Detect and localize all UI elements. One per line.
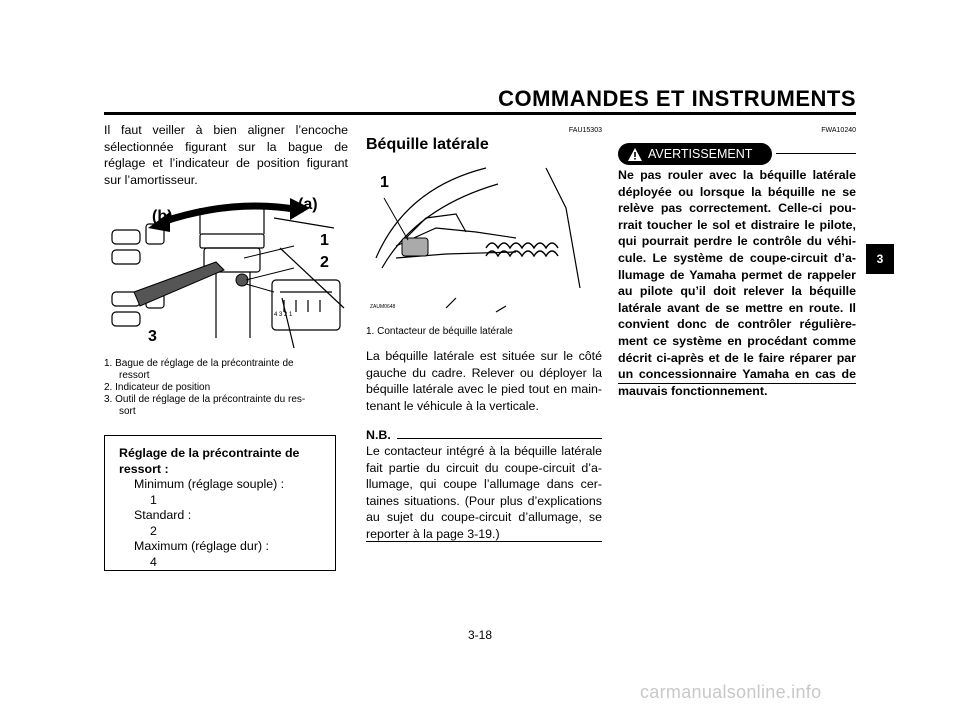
spec-title-cont: ressort :	[119, 461, 169, 476]
spec-std-label: Standard :	[134, 508, 192, 522]
spec-max-label: Maximum (réglage dur) :	[134, 539, 269, 553]
spec-std-value: 2	[150, 523, 157, 538]
sidestand-paragraph: La béquille latérale est située sur le côté gauche du cadre. Relever ou déployer la béquille latérale avec le pied tout en main-tenant le véhicule à la verticale.	[366, 349, 602, 413]
watermark: carmanualsonline.info	[640, 682, 822, 702]
spec-title: Réglage de la précontrainte de	[119, 446, 300, 460]
warning-icon	[628, 148, 642, 161]
intro-paragraph: Il faut veiller à bien aligner l’encoche sélectionnée figurant sur la bague de réglage et l’indicateur de position figurant sur l’amortisseur.	[104, 123, 348, 187]
sidestand-figure	[366, 158, 602, 318]
section-heading: Béquille latérale	[366, 136, 489, 153]
nb-heading-row	[366, 428, 602, 442]
spec-min-value: 1	[150, 492, 157, 507]
nb-paragraph: Le contacteur intégré à la béquille latérale fait partie du circuit du coupe-circuit d’a-llumage, qui coupe l’allumage dans cer-taines situations. (Pour plus d’explications au sujet du coupe-circuit d’allumage, se reporter à la page 3-19.)	[366, 444, 602, 541]
figure-code: ZAUM0648	[370, 304, 396, 310]
spec-box	[104, 435, 336, 571]
section-code: FAU15303	[568, 127, 602, 134]
figure-label-a: (a)	[298, 196, 318, 213]
figure-label-2: 2	[320, 254, 329, 271]
section-title: COMMANDES ET INSTRUMENTS	[498, 86, 856, 111]
position-scale: 4 3 2 1	[274, 312, 293, 318]
sidestand-illustration	[366, 158, 602, 318]
page-number: 3-18	[467, 628, 493, 642]
header-rule	[104, 112, 856, 115]
figure-label-b: (b)	[152, 208, 173, 225]
warning-top-rule	[776, 153, 856, 154]
caption-line: ressort	[119, 370, 150, 381]
warning-code: FWA10240	[821, 127, 856, 134]
warning-label: AVERTISSEMENT	[648, 147, 753, 161]
figure-label-3: 3	[148, 328, 157, 345]
nb-bottom-rule	[366, 541, 602, 542]
warning-badge	[618, 143, 772, 165]
caption-line: sort	[119, 406, 136, 417]
shock-absorber-figure	[104, 188, 348, 350]
figure-label-1: 1	[380, 174, 389, 191]
spec-min-label: Minimum (réglage souple) :	[134, 477, 285, 491]
caption-line: 1. Bague de réglage de la précontrainte de	[104, 358, 294, 369]
caption-line: 3. Outil de réglage de la précontrainte du res-	[104, 394, 306, 405]
nb-title: N.B.	[366, 428, 391, 442]
figure-label-1: 1	[320, 232, 329, 249]
caption-line: 2. Indicateur de position	[104, 382, 211, 393]
chapter-tab[interactable]: 3	[866, 244, 894, 274]
figure-caption: 1. Contacteur de béquille latérale	[366, 326, 513, 337]
nb-rule	[397, 438, 602, 439]
spec-max-value: 4	[150, 554, 157, 569]
warning-text: Ne pas rouler avec la béquille latérale déployée ou lorsque la béquille ne se relève pas correctement. Celle-ci pou-rrait toucher le sol et distraire le pilote, qui pourrait perdre le contrôle du véhi-cule. Le système de coupe-circuit d’a-llumage de Yamaha permet de rappeler au pilote qu’il doit relever la béquille latérale avant de se mettre en route. Il convient donc de contrôler régulière-ment ce système en procédant comme décrit ci-après et de le faire réparer par un concessionnaire Yamaha en cas de mauvais fonctionnement.	[618, 168, 856, 398]
figure-caption-list	[104, 358, 348, 418]
warning-bottom-rule	[618, 383, 856, 384]
